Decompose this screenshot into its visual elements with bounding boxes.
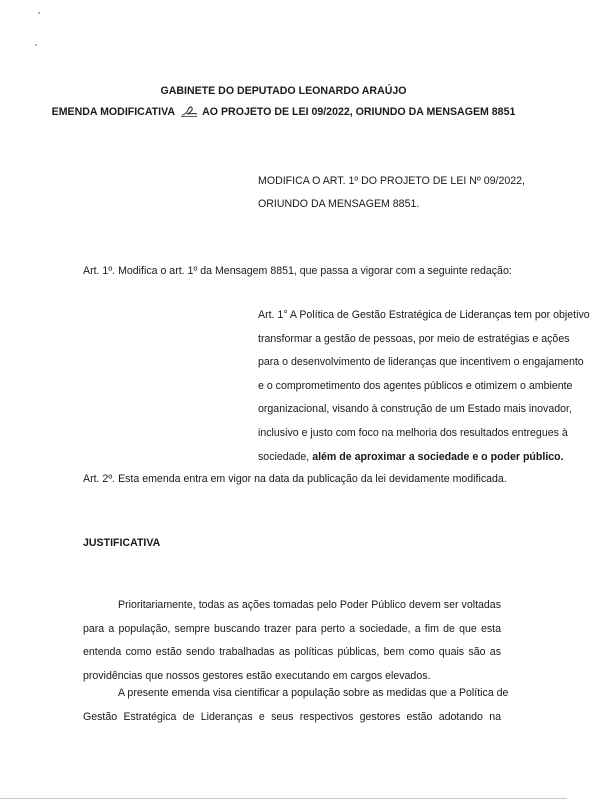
- page-bottom-edge: [0, 798, 567, 799]
- amendment-heading: [0, 104, 567, 121]
- quote-line: organizacional, visando à construção de um Estado mais inovador,: [258, 403, 572, 416]
- summary-line-2: ORIUNDO DA MENSAGEM 8851.: [258, 198, 420, 210]
- justification-title: JUSTIFICATIVA: [83, 537, 161, 549]
- summary-line-1: MODIFICA O ART. 1º DO PROJETO DE LEI Nº 09/2022,: [258, 175, 525, 187]
- quote-line: para o desenvolvimento de lideranças que incentivem o engajamento: [258, 356, 584, 369]
- office-heading: GABINETE DO DEPUTADO LEONARDO ARAÚJO: [160, 85, 407, 97]
- justification-line: providências que nossos gestores estão executando em cargos elevados.: [83, 669, 431, 682]
- scan-speck-1: [38, 12, 40, 14]
- quote-last-line: [258, 450, 564, 463]
- justification-line: entenda como estão sendo trabalhadas as políticas públicas, bem como quais são as: [83, 646, 501, 659]
- justification-paragraph-2: [83, 687, 509, 734]
- justification-line: Gestão Estratégica de Lideranças e seus respectivos gestores estão adotando na: [83, 710, 501, 723]
- quote-line: e o comprometimento dos agentes públicos e otimizem o ambiente: [258, 379, 573, 392]
- amendment-prefix: EMENDA MODIFICATIVA: [51, 106, 175, 118]
- justification-paragraph-1: [83, 599, 501, 693]
- article-2: Art. 2º. Esta emenda entra em vigor na data da publicação da lei devidamente modificada.: [83, 473, 507, 485]
- justification-line: para a população, sempre buscando trazer para perto a sociedade, a fim de que esta: [83, 622, 501, 635]
- justification-line: A presente emenda visa cientificar a população sobre as medidas que a Política de: [118, 687, 509, 699]
- quote-last-plain: sociedade,: [258, 450, 313, 463]
- quote-line: Art. 1° A Política de Gestão Estratégica de Lideranças tem por objetivo: [258, 309, 590, 321]
- handwritten-number-mark: [179, 104, 199, 121]
- scan-speck-2: [35, 44, 37, 46]
- quote-last-bold: além de aproximar a sociedade e o poder público.: [312, 450, 564, 463]
- article-1-intro: Art. 1º. Modifica o art. 1º da Mensagem 8851, que passa a vigorar com a seguinte redação:: [83, 265, 512, 277]
- quoted-article: [258, 309, 590, 474]
- justification-line: Prioritariamente, todas as ações tomadas pelo Poder Público devem ser voltadas: [118, 599, 501, 611]
- amendment-suffix: AO PROJETO DE LEI 09/2022, ORIUNDO DA MENSAGEM 8851: [202, 106, 516, 118]
- quote-line: transformar a gestão de pessoas, por meio de estratégias e ações: [258, 332, 570, 345]
- quote-line: inclusivo e justo com foco na melhoria dos resultados entregues à: [258, 426, 568, 439]
